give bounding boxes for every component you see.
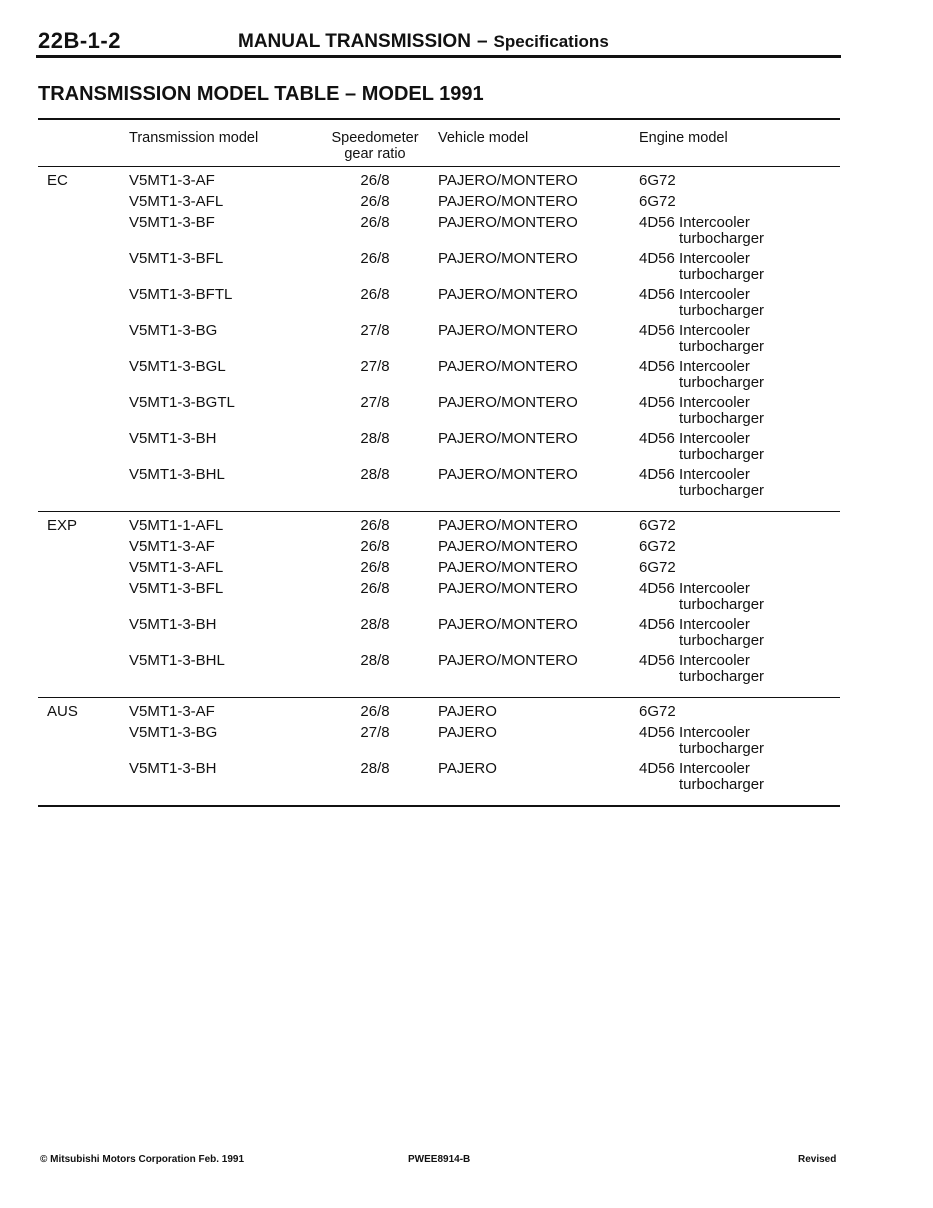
- gear-ratio-cell: 28/8: [360, 616, 390, 633]
- engine-model-cell: [639, 581, 764, 612]
- gear-ratio-cell: 26/8: [360, 193, 390, 210]
- engine-model-line1: 4D56 Intercooler: [639, 250, 750, 267]
- table-group-ec: [38, 167, 840, 511]
- section-title: TRANSMISSION MODEL TABLE – MODEL 1991: [38, 83, 484, 105]
- engine-model-line2: turbocharger: [679, 775, 765, 793]
- transmission-model-cell: V5MT1-3-AF: [129, 538, 215, 555]
- running-title-separator: –: [476, 31, 488, 52]
- engine-model-line1: 4D56 Intercooler: [639, 724, 750, 741]
- transmission-model-cell: V5MT1-3-BHL: [129, 652, 225, 669]
- transmission-model-cell: V5MT1-3-BG: [129, 724, 218, 741]
- table-row: [38, 194, 840, 215]
- engine-model-line2: turbocharger: [679, 337, 765, 355]
- engine-model-line1: 4D56 Intercooler: [639, 466, 750, 483]
- table-header-row: [38, 120, 840, 166]
- table-row: [38, 581, 840, 617]
- engine-model-cell: [639, 395, 764, 426]
- engine-model-line1: 4D56 Intercooler: [639, 322, 750, 339]
- gear-ratio-cell: 26/8: [360, 172, 390, 189]
- table-row: [38, 395, 840, 431]
- gear-ratio-cell: 27/8: [360, 394, 390, 411]
- running-title-main: MANUAL TRANSMISSION: [238, 31, 471, 52]
- engine-model-line1: 4D56 Intercooler: [639, 358, 750, 375]
- transmission-model-cell: V5MT1-3-AF: [129, 703, 215, 720]
- region-label: EC: [47, 172, 68, 189]
- vehicle-model-cell: PAJERO/MONTERO: [438, 559, 578, 576]
- engine-model-line1: 4D56 Intercooler: [639, 760, 750, 777]
- engine-model-line1: 4D56 Intercooler: [639, 616, 750, 633]
- gear-ratio-cell: 26/8: [360, 250, 390, 267]
- table-bottom-rule: [38, 805, 840, 807]
- engine-model-cell: [639, 539, 676, 555]
- vehicle-model-cell: PAJERO/MONTERO: [438, 517, 578, 534]
- engine-model-cell: [639, 287, 764, 318]
- footer-document-code: PWEE8914-B: [408, 1154, 471, 1165]
- vehicle-model-cell: PAJERO/MONTERO: [438, 358, 578, 375]
- column-header-vehicle-model: Vehicle model: [438, 130, 529, 146]
- gear-ratio-cell: 28/8: [360, 466, 390, 483]
- transmission-model-table: [38, 118, 840, 807]
- engine-model-line1: 6G72: [639, 193, 676, 210]
- engine-model-cell: [639, 194, 676, 210]
- gear-ratio-cell: 28/8: [360, 760, 390, 777]
- table-group-exp: [38, 512, 840, 697]
- vehicle-model-cell: PAJERO/MONTERO: [438, 538, 578, 555]
- gear-ratio-cell: 27/8: [360, 322, 390, 339]
- engine-model-cell: [639, 173, 676, 189]
- gear-ratio-cell: 28/8: [360, 430, 390, 447]
- vehicle-model-cell: PAJERO/MONTERO: [438, 193, 578, 210]
- table-row: [38, 287, 840, 323]
- engine-model-line1: 4D56 Intercooler: [639, 286, 750, 303]
- gear-ratio-cell: 26/8: [360, 580, 390, 597]
- engine-model-cell: [639, 761, 764, 792]
- vehicle-model-cell: PAJERO: [438, 724, 497, 741]
- column-header-speedometer-line1: Speedometer: [331, 130, 419, 146]
- engine-model-line1: 6G72: [639, 559, 676, 576]
- engine-model-line2: turbocharger: [679, 301, 765, 319]
- gear-ratio-cell: 26/8: [360, 286, 390, 303]
- column-header-engine-model: Engine model: [639, 130, 728, 146]
- running-title-subtitle: Specifications: [493, 32, 609, 51]
- engine-model-cell: [639, 215, 764, 246]
- footer-revision: Revised: [798, 1154, 837, 1165]
- table-row: [38, 173, 840, 194]
- engine-model-line2: turbocharger: [679, 481, 765, 499]
- engine-model-line1: 6G72: [639, 538, 676, 555]
- transmission-model-cell: V5MT1-3-BHL: [129, 466, 225, 483]
- transmission-model-cell: V5MT1-3-BFL: [129, 580, 224, 597]
- engine-model-line1: 4D56 Intercooler: [639, 394, 750, 411]
- table-row: [38, 704, 840, 725]
- vehicle-model-cell: PAJERO: [438, 760, 497, 777]
- vehicle-model-cell: PAJERO/MONTERO: [438, 394, 578, 411]
- engine-model-line1: 4D56 Intercooler: [639, 430, 750, 447]
- vehicle-model-cell: PAJERO/MONTERO: [438, 250, 578, 267]
- engine-model-cell: [639, 251, 764, 282]
- transmission-model-cell: V5MT1-3-AFL: [129, 193, 224, 210]
- gear-ratio-cell: 26/8: [360, 538, 390, 555]
- engine-model-line2: turbocharger: [679, 739, 765, 757]
- table-row: [38, 725, 840, 761]
- engine-model-line1: 6G72: [639, 703, 676, 720]
- gear-ratio-cell: 28/8: [360, 652, 390, 669]
- engine-model-line1: 4D56 Intercooler: [639, 214, 750, 231]
- transmission-model-cell: V5MT1-3-BG: [129, 322, 218, 339]
- header-rule: [36, 55, 841, 58]
- vehicle-model-cell: PAJERO/MONTERO: [438, 322, 578, 339]
- table-row: [38, 761, 840, 797]
- vehicle-model-cell: PAJERO/MONTERO: [438, 172, 578, 189]
- page-number: 22B-1-2: [38, 28, 121, 53]
- vehicle-model-cell: PAJERO/MONTERO: [438, 286, 578, 303]
- vehicle-model-cell: PAJERO: [438, 703, 497, 720]
- transmission-model-cell: V5MT1-3-AF: [129, 172, 215, 189]
- engine-model-line2: turbocharger: [679, 595, 765, 613]
- gear-ratio-cell: 27/8: [360, 724, 390, 741]
- engine-model-line2: turbocharger: [679, 667, 765, 685]
- engine-model-cell: [639, 431, 764, 462]
- transmission-model-cell: V5MT1-1-AFL: [129, 517, 224, 534]
- transmission-model-cell: V5MT1-3-BH: [129, 430, 217, 447]
- vehicle-model-cell: PAJERO/MONTERO: [438, 466, 578, 483]
- column-header-speedometer-gear-ratio: [325, 130, 425, 162]
- engine-model-cell: [639, 323, 764, 354]
- running-title: [238, 31, 609, 53]
- engine-model-cell: [639, 467, 764, 498]
- table-row: [38, 251, 840, 287]
- column-header-speedometer-line2: gear ratio: [344, 146, 406, 162]
- table-row: [38, 431, 840, 467]
- engine-model-line2: turbocharger: [679, 229, 765, 247]
- engine-model-line1: 4D56 Intercooler: [639, 580, 750, 597]
- transmission-model-cell: V5MT1-3-BF: [129, 214, 215, 231]
- engine-model-cell: [639, 359, 764, 390]
- table-row: [38, 215, 840, 251]
- table-row: [38, 518, 840, 539]
- engine-model-line2: turbocharger: [679, 265, 765, 283]
- table-body: [38, 167, 840, 807]
- engine-model-cell: [639, 518, 676, 534]
- gear-ratio-cell: 27/8: [360, 358, 390, 375]
- table-row: [38, 617, 840, 653]
- gear-ratio-cell: 26/8: [360, 703, 390, 720]
- table-group-aus: [38, 698, 840, 805]
- table-row: [38, 323, 840, 359]
- vehicle-model-cell: PAJERO/MONTERO: [438, 430, 578, 447]
- transmission-model-cell: V5MT1-3-BGTL: [129, 394, 235, 411]
- gear-ratio-cell: 26/8: [360, 517, 390, 534]
- column-header-transmission-model: Transmission model: [129, 130, 259, 146]
- region-label: EXP: [47, 517, 78, 534]
- vehicle-model-cell: PAJERO/MONTERO: [438, 616, 578, 633]
- engine-model-cell: [639, 725, 764, 756]
- transmission-model-cell: V5MT1-3-BFL: [129, 250, 224, 267]
- gear-ratio-cell: 26/8: [360, 214, 390, 231]
- footer-copyright: © Mitsubishi Motors Corporation Feb. 1991: [40, 1154, 245, 1165]
- engine-model-cell: [639, 617, 764, 648]
- engine-model-line2: turbocharger: [679, 631, 765, 649]
- engine-model-line1: 4D56 Intercooler: [639, 652, 750, 669]
- engine-model-line2: turbocharger: [679, 373, 765, 391]
- engine-model-cell: [639, 560, 676, 576]
- table-row: [38, 560, 840, 581]
- transmission-model-cell: V5MT1-3-BH: [129, 616, 217, 633]
- engine-model-line2: turbocharger: [679, 445, 765, 463]
- table-row: [38, 653, 840, 689]
- vehicle-model-cell: PAJERO/MONTERO: [438, 652, 578, 669]
- region-label: AUS: [47, 703, 78, 720]
- table-row: [38, 359, 840, 395]
- engine-model-line2: turbocharger: [679, 409, 765, 427]
- vehicle-model-cell: PAJERO/MONTERO: [438, 214, 578, 231]
- engine-model-cell: [639, 653, 764, 684]
- transmission-model-cell: V5MT1-3-BH: [129, 760, 217, 777]
- vehicle-model-cell: PAJERO/MONTERO: [438, 580, 578, 597]
- table-row: [38, 539, 840, 560]
- engine-model-line1: 6G72: [639, 172, 676, 189]
- table-row: [38, 467, 840, 503]
- engine-model-line1: 6G72: [639, 517, 676, 534]
- engine-model-cell: [639, 704, 676, 720]
- transmission-model-cell: V5MT1-3-AFL: [129, 559, 224, 576]
- transmission-model-cell: V5MT1-3-BFTL: [129, 286, 233, 303]
- gear-ratio-cell: 26/8: [360, 559, 390, 576]
- transmission-model-cell: V5MT1-3-BGL: [129, 358, 226, 375]
